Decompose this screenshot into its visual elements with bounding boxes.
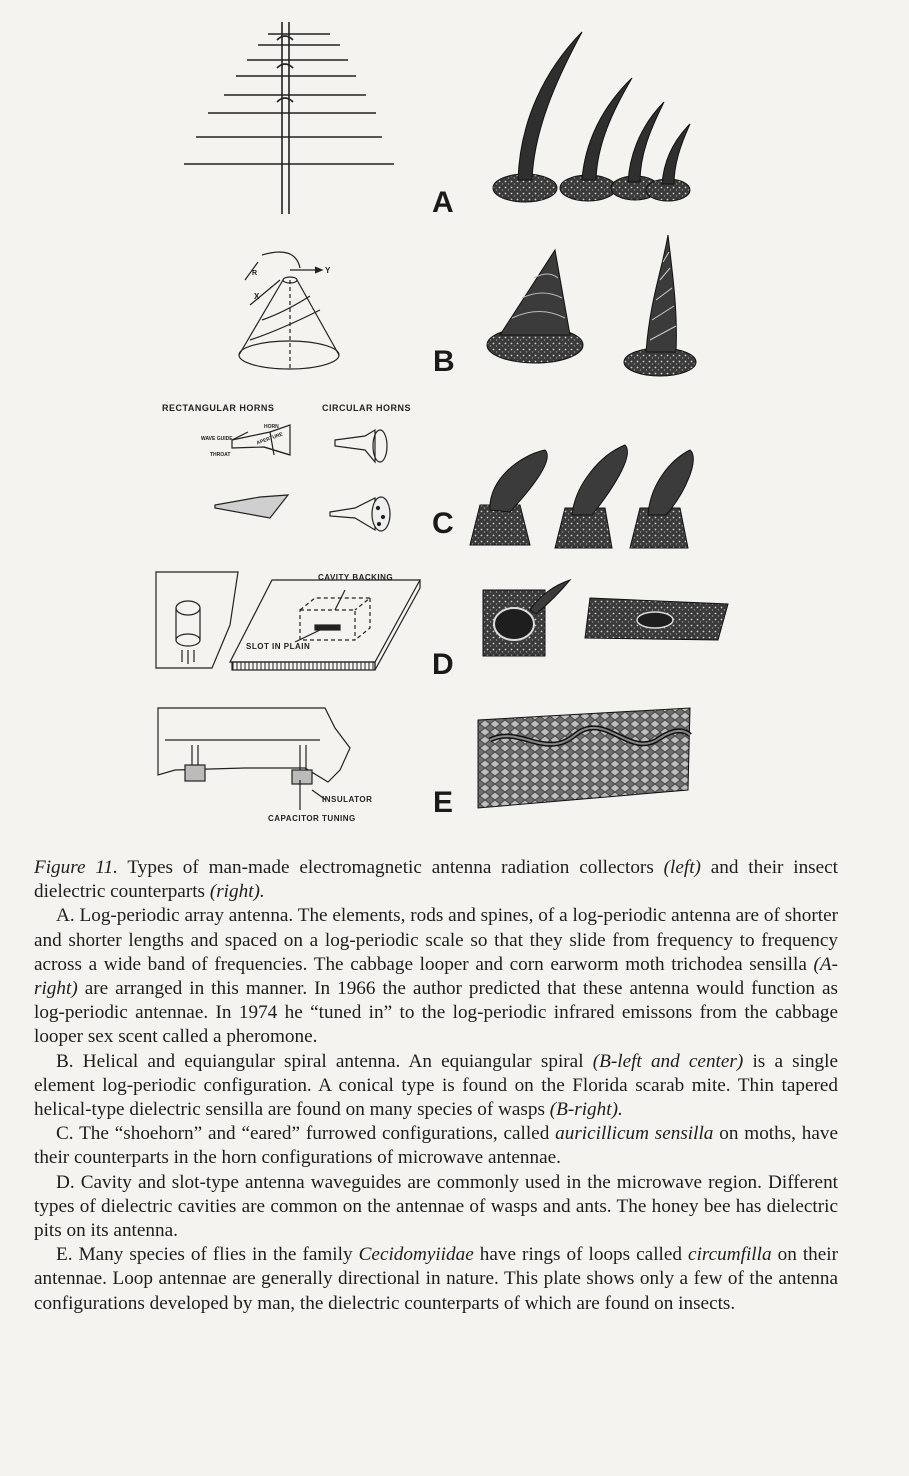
row-letter-a: A: [432, 186, 454, 219]
para-e-text-2: have rings of loops called: [479, 1244, 682, 1266]
label-circular-horns: CIRCULAR HORNS: [322, 403, 411, 413]
row-letter-b: B: [433, 345, 455, 378]
row-letter-e: E: [433, 786, 454, 819]
para-c-emphasis: auricillicum sensilla: [555, 1123, 714, 1145]
para-e-text-1: E. Many species of flies in the family: [56, 1244, 353, 1266]
label-throat: THROAT: [210, 452, 231, 458]
para-b-emphasis-1: (B-left and center): [592, 1050, 744, 1072]
caption-title-left: (left): [663, 857, 701, 878]
cavity-slot-antennas: [156, 572, 420, 670]
row-letter-c: C: [432, 507, 454, 540]
caption-title: [34, 856, 838, 904]
para-a-text-1: A. Log-periodic array antenna. The elements, rods and spines, of a log-periodic antenna are of shorter and shorter lengths and spaced on a log-periodic scale so that they slide from frequency to frequency across a wide band of frequencies. The cabbage looper and corn earworm moth trichodea sensilla: [34, 905, 838, 975]
para-c-text-2: on moths, have their counterparts in the horn configurations of microwave antennae.: [34, 1123, 839, 1169]
label-slot-in-plain: SLOT IN PLAIN: [246, 642, 311, 651]
para-e-emphasis-2: circumfilla: [688, 1244, 772, 1266]
caption-para-c: [34, 1122, 838, 1170]
horn-antennas: [215, 425, 390, 531]
caption-title-a: Types of man-made electromagnetic antenna radiation collectors: [127, 857, 654, 878]
label-wave-guide: WAVE GUIDE: [201, 436, 233, 442]
label-rectangular-horns: RECTANGULAR HORNS: [162, 403, 275, 413]
caption-para-b: [34, 1050, 838, 1123]
caption-para-e: [34, 1243, 838, 1316]
label-aperture: APERTURE: [255, 431, 284, 447]
para-e-emphasis-1: Cecidomyiidae: [358, 1244, 474, 1266]
row-letter-d: D: [432, 648, 454, 681]
para-d-text: D. Cavity and slot-type antenna waveguides are commonly used in the microwave region. Different types of dielectric cavities are common on the antennae of wasps and ants. The honey bee has dielectric pits on its antenna.: [34, 1171, 838, 1242]
para-b-emphasis-2: (B-right).: [549, 1099, 623, 1121]
label-axis-y: Y: [325, 266, 331, 275]
conical-helical-sensilla: [487, 235, 696, 376]
para-a-emphasis: (A-right): [34, 953, 838, 1000]
label-capacitor-tuning: CAPACITOR TUNING: [268, 814, 356, 823]
label-axis-r: R: [252, 270, 258, 277]
label-cavity-backing: CAVITY BACKING: [318, 573, 394, 582]
caption-para-a: [34, 904, 838, 1049]
auricillicum-sensilla: [470, 445, 693, 548]
para-b-text-1: B. Helical and equiangular spiral antenna. An equiangular spiral: [56, 1050, 584, 1072]
figure-label: Figure 11.: [34, 857, 118, 878]
figure-caption: [34, 856, 838, 1316]
label-insulator: INSULATOR: [322, 795, 373, 804]
log-periodic-antenna: [184, 22, 394, 214]
para-a-text-2: are arranged in this manner. In 1966 the author predicted that these antenna would function as log-periodic antennae. In 1974 he “tuned in” to the log-periodic infrared emissons from the cabbage looper sex scent called a pheromone.: [34, 978, 839, 1048]
caption-title-right: (right).: [209, 881, 265, 903]
para-b-text-2: is a single element log-periodic configuration. A conical type is found on the Florida scarab mite. Thin tapered helical-type dielectric sensilla are found on many species of wasps: [34, 1050, 838, 1121]
circumfilla-loops: [478, 708, 690, 808]
label-axis-x: X: [254, 292, 260, 301]
para-e-text-3: on their antennae. Loop antennae are generally directional in nature. This plate shows only a few of the antenna configurations developed by man, the dielectric counterparts of which are found on insects.: [34, 1244, 839, 1314]
caption-title-b: and their insect dielectric counterparts: [34, 857, 839, 903]
para-c-text-1: C. The “shoehorn” and “eared” furrowed configurations, called: [56, 1123, 550, 1145]
caption-para-d: [34, 1171, 838, 1244]
label-horn: HORN: [264, 424, 279, 430]
trichodea-sensilla: [493, 32, 690, 202]
dielectric-pit-sensilla: [483, 580, 728, 656]
